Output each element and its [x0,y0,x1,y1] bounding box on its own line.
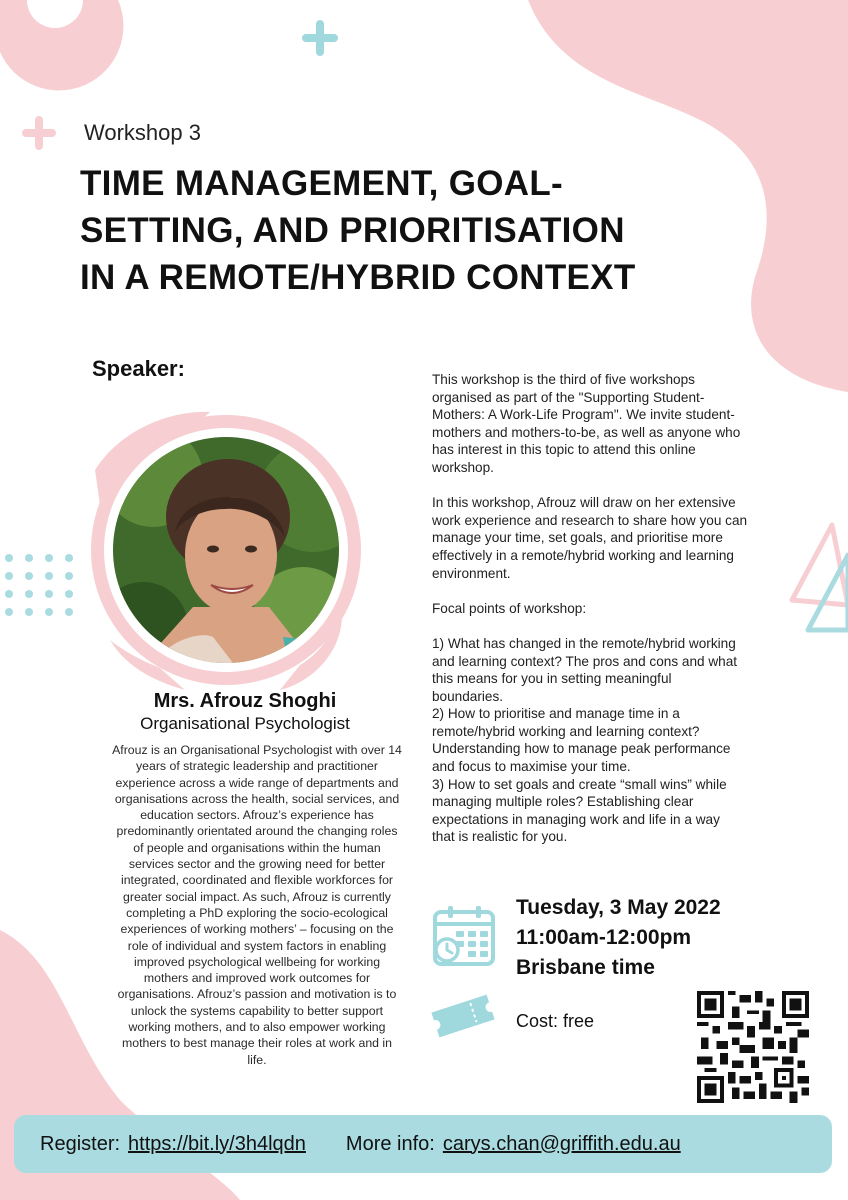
speaker-name: Mrs. Afrouz Shoghi [153,690,337,712]
ticket-icon [428,993,498,1039]
speaker-section-label: Speaker: [92,356,185,381]
focal-point-item: 3) How to set goals and create “small wins” while managing multiple roles? Establishing clear expectations in managing work and life in a way that is realistic for you. [432,776,727,845]
event-time: 11:00am-12:00pm [516,926,692,949]
workshop-description [432,371,797,846]
description-detail: In this workshop, Afrouz will draw on her extensive work experience and research to share how you can manage your time, set goals, and prioritise more effectively in a remote/hybrid working and learning environment. [432,495,748,581]
speaker-photo [113,437,339,663]
more-info-label: More info: [345,1132,435,1155]
footer-bar [14,1115,832,1173]
teal-plus-decoration [302,20,338,56]
workshop-title-line: TIME MANAGEMENT, GOAL- [80,164,563,203]
workshop-title [80,160,800,301]
pink-triangle-decoration [792,525,848,605]
qr-code[interactable] [697,991,809,1103]
workshop-title-line: IN A REMOTE/HYBRID CONTEXT [80,258,636,297]
calendar-icon [432,904,498,968]
event-datetime [516,893,721,983]
teal-dot-grid [5,554,73,616]
workshop-number-label: Workshop 3 [84,120,201,145]
focal-points-heading: Focal points of workshop: [432,600,587,616]
speaker-bio: Afrouz is an Organisational Psychologist with over 14 years of strategic leadership and practitioner experience across a wide range of departments and organisations across the health, social services, and education sectors. Afrouz’s experience has predominantly orientated around the changing roles of people and organisations within the human services sector and the growing need for better integrated, coordinated and flexible workforces for greater social impact. As such, Afrouz is currently completing a PhD exploring the socio-ecological experiences of working mothers’ – focusing on the role of individual and system factors in enabling improved psychological wellbeing for working mothers and improved work outcomes for organisations. Afrouz’s passion and motivation is to unlock the systems capability to better support working mothers, and to also empower working mothers to best manage their roles at work and in life. [112,743,402,1067]
description-intro: This workshop is the third of five workshops organised as part of the "Supporting Student- Mothers: A Work-Life Program". We invite student- mothers and mothers-to-be, as well as anyone who has interest in this topic to attend this online workshop. [432,372,741,475]
speaker-role: Organisational Psychologist [140,714,350,733]
event-timezone: Brisbane time [516,956,655,979]
teal-triangle-decoration [808,555,848,630]
register-link[interactable]: https://bit.ly/3h4lqdn [128,1132,306,1155]
focal-point-item: 2) How to prioritise and manage time in a remote/hybrid working and learning context? Understanding how to manage peak performance and focus to maximise your time. [432,706,731,775]
contact-email-link[interactable]: carys.chan@griffith.edu.au [442,1132,681,1155]
workshop-title-line: SETTING, AND PRIORITISATION [80,211,625,250]
event-cost: Cost: free [516,1011,595,1031]
register-label: Register: [40,1132,121,1155]
pink-plus-decoration [22,116,56,150]
focal-point-item: 1) What has changed in the remote/hybrid working and learning context? The pros and cons and what this means for you in setting meaningful boundaries. [432,635,738,704]
event-date: Tuesday, 3 May 2022 [516,896,721,919]
